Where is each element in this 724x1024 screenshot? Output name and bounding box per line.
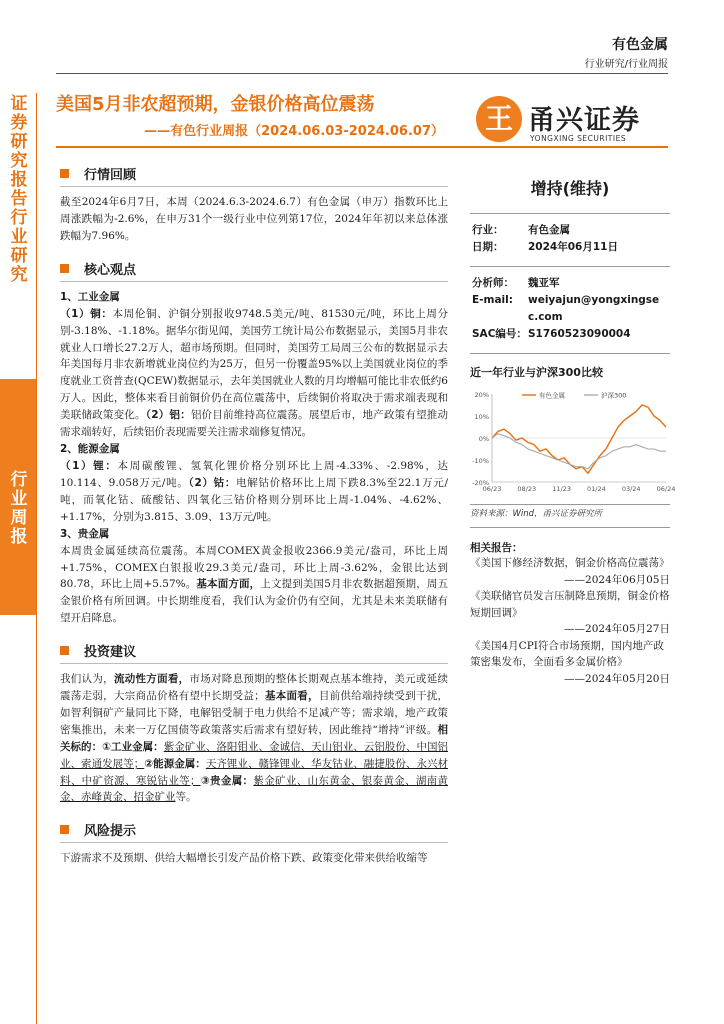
section-risk: [60, 820, 448, 840]
section-market-review: [60, 164, 448, 184]
sidebar-report-type: 证券研究报告 行业研究: [10, 94, 28, 285]
section-heading: 风险提示: [84, 824, 137, 840]
legend-label: 沪深300: [601, 391, 627, 400]
industry-row: 行业： 有色金属: [472, 224, 570, 236]
x-tick-label: 06/23: [482, 485, 502, 493]
y-tick-label: 0%: [478, 435, 489, 443]
y-tick-label: 20%: [474, 391, 489, 399]
related-report-link[interactable]: 《美联储官员发言压制降息预期，铜金价格短期回调》: [470, 590, 670, 619]
section-heading: 核心观点: [84, 262, 137, 278]
header-rule: [56, 73, 668, 74]
section-marker-icon: [60, 169, 69, 178]
sidebar-orange-band: [0, 379, 36, 615]
sac-row: SAC编号： S1760523090004: [472, 328, 631, 340]
section-heading: 行情回顾: [84, 168, 137, 183]
x-tick-label: 03/24: [621, 485, 641, 493]
industrial-metals-text: （1）铜：本周伦铜、沪铜分别报收9748.5美元/吨、81530元/吨，环比上周分别-3.18%、-1.18%。据华尔街见闻，美国劳工统计局公布数据显示，美国5月非农就业人口增长27.2万人，超市场预期。但同时，美国劳工局周三公布的数据显示去年美国每月非农新增就业岗位约为25万，但另一份覆盖95%以上美国就业岗位的季度就业工资普查(QCEW)数据显示，去年美国就业人数的月均增幅可能比非农低约6万人。因此，整体来看目前铜价仍在高位震荡中，后续铜价将取决于需求端表现和美联储政策变化。（2）铝：铝价目前维持高位震荡。展望后市，地产政策有望推动需求端转好，后续铝价表现需要关注需求端修复情况。: [60, 307, 449, 439]
sidebar-top: [0, 93, 36, 379]
series-line-0: [492, 405, 666, 473]
x-tick-label: 06/24: [656, 485, 676, 493]
analyst-row: 分析师： 魏亚军: [472, 277, 560, 289]
section-core-view: [60, 259, 448, 279]
x-tick-label: 11/23: [552, 485, 571, 493]
related-reports-title: 相关报告：: [470, 542, 523, 554]
legend-label: 有色金属: [539, 391, 565, 400]
title-rule: [56, 146, 668, 148]
chart-source: 资料来源：Wind，甬兴证券研究所: [470, 509, 603, 519]
section-heading: 投资建议: [84, 645, 137, 661]
market-review-text: 截至2024年6月7日，本周（2024.6.3-2024.6.7）有色金属（申万）指数环比上周涨跌幅为-2.6%，在申万31个一级行业中位列第17位，2024年年初以来总体涨跌幅为7.96%。: [60, 196, 448, 242]
y-tick-label: -20%: [472, 479, 489, 487]
x-tick-label: 08/23: [517, 485, 537, 493]
related-report-date: ——2024年05月20日: [564, 672, 670, 685]
chart-title: 近一年行业与沪深300比较: [470, 366, 603, 379]
related-reports-list: [470, 555, 670, 687]
header-industry: 有色金属: [612, 37, 668, 53]
section-marker-icon: [60, 646, 69, 655]
email-row[interactable]: E-mail: weiyajun@yongxingse: [472, 294, 660, 306]
section-investment: [60, 641, 448, 661]
logo-cn: 甬兴证券: [528, 105, 640, 136]
related-report-link[interactable]: 《美国4月CPI符合市场预期，国内地产政策密集发布，全面看多金属价格》: [470, 639, 664, 668]
email-row-cont: c.com: [528, 311, 563, 323]
left-border-line: [36, 93, 37, 1024]
section-marker-icon: [60, 264, 69, 273]
x-tick-label: 01/24: [587, 485, 606, 493]
comparison-chart: [470, 386, 676, 498]
logo-mark-icon: 王: [476, 96, 522, 142]
report-subtitle: ——有色行业周报（2024.06.03-2024.06.07）: [144, 124, 444, 139]
risk-text: 下游需求不及预期、供给大幅增长引发产品价格下跌、政策变化带来供给收缩等: [60, 852, 428, 865]
investment-text: 我们认为，流动性方面看，市场对降息预期的整体长期观点基本维持，美元或延续震荡走弱，大宗商品价格有望中长期受益；基本面看，目前供给端持续受到干扰，如智利铜矿产量同比下降，电解铝受制于电力供给不足减产等；需求端，地产政策密集推出，未来一万亿国债等政策落实后需求有望好转，因此维持“增持”评级。相关标的：①工业金属：紫金矿业、洛阳钼业、金诚信、天山铝业、云铝股份、中国铝业、索通发展等；②能源金属：天齐锂业、赣锋锂业、华友钴业、融捷股份、永兴材料、中矿资源、寒锐钴业等；③贵金属：紫金矿业、山东黄金、银泰黄金、湖南黄金、赤峰黄金、招金矿业等。: [60, 673, 449, 804]
precious-metals-text: 本周贵金属延续高位震荡。本周COMEX黄金报收2366.9美元/盎司，环比上周+1.75%，COMEX白银报收29.3美元/盎司，环比上周-3.62%，金银比达到80.78，环比上周+5.57%。基本面方面，上文提到美国5月非农数据超预期，周五金银价格有所回调。中长期维度看，我们认为金价仍有空间，尤其是未来美联储有望开启降息。: [60, 544, 448, 625]
related-report-date: ——2024年05月27日: [564, 623, 670, 635]
report-title: 美国5月非农超预期，金银价格高位震荡: [56, 94, 375, 115]
energy-metals-text: （1）锂：本周碳酸锂、氢氧化锂价格分别环比上周-4.33%、-2.98%，达10.114、9.058万元/吨。（2）钴：电解钴价格环比上周下跌8.3%至22.1万元/吨，而氧化钴、硫酸钴、四氧化三钴价格则分别环比上周-1.04%、-4.62%、+1.17%，分别为3.815、3.09、13万元/吨。: [60, 459, 448, 523]
logo-en: YONGXING SECURITIES: [530, 134, 627, 143]
related-report-link[interactable]: 《美国下修经济数据，铜金价格高位震荡》: [470, 557, 670, 569]
y-tick-label: -10%: [472, 457, 489, 465]
related-report-date: ——2024年06月05日: [564, 573, 670, 586]
industrial-metals-title: 1、工业金属: [60, 290, 120, 303]
precious-metals-title: 3、贵金属: [60, 527, 110, 540]
main-column: [60, 160, 448, 867]
header-category: 行业研究/行业周报: [584, 59, 668, 70]
rating: 增持(维持): [530, 179, 610, 198]
y-tick-label: 10%: [474, 413, 489, 421]
right-column: [470, 160, 676, 687]
company-logo: [476, 96, 672, 150]
energy-metals-title: 2、能源金属: [60, 442, 120, 455]
section-marker-icon: [60, 825, 69, 834]
date-row: 日期： 2024年06月11日: [472, 241, 618, 253]
sidebar-weekly-label: 行业周报: [10, 470, 28, 547]
